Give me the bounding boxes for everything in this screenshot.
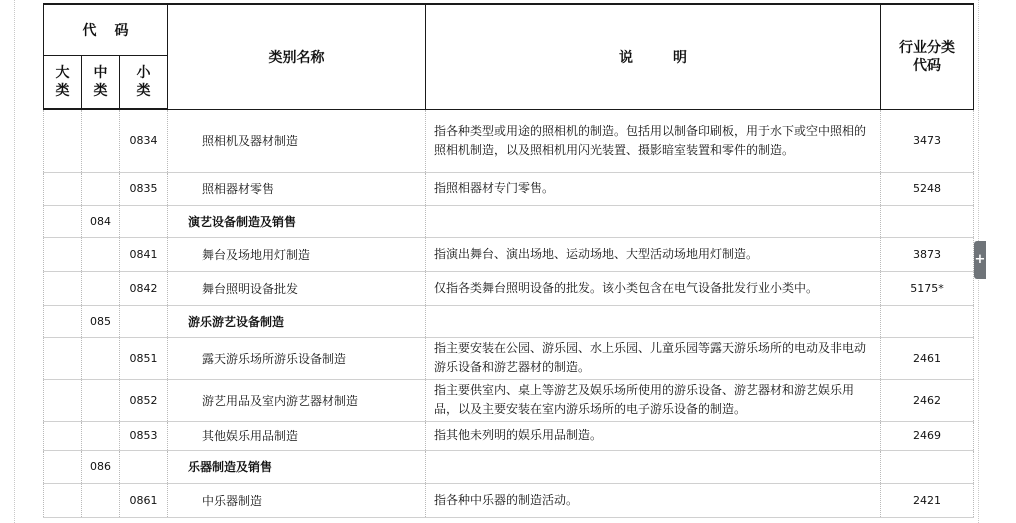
major-code-cell	[44, 172, 82, 205]
table-row	[44, 109, 974, 172]
industry-code-cell: 5248	[881, 172, 974, 205]
minor-code-cell: 0852	[120, 379, 168, 421]
minor-code-cell: 0834	[120, 109, 168, 172]
description-cell: 指其他未列明的娱乐用品制造。	[426, 421, 881, 450]
major-code-cell	[44, 421, 82, 450]
description-cell: 指各种中乐器的制造活动。	[426, 483, 881, 517]
medium-code-cell	[82, 337, 120, 379]
description-cell: 指演出舞台、演出场地、运动场地、大型活动场地用灯制造。	[426, 237, 881, 271]
minor-code-cell	[120, 450, 168, 483]
industry-code-cell	[881, 205, 974, 237]
header-description: 说明	[426, 4, 881, 109]
medium-code-cell	[82, 483, 120, 517]
medium-code-cell	[82, 172, 120, 205]
header-medium: 中类	[82, 55, 120, 109]
minor-code-cell	[120, 305, 168, 337]
left-margin	[0, 0, 15, 523]
minor-code-cell: 0853	[120, 421, 168, 450]
major-code-cell	[44, 305, 82, 337]
medium-code-cell	[82, 379, 120, 421]
minor-code-cell: 0841	[120, 237, 168, 271]
table-row	[44, 237, 974, 271]
minor-code-cell: 0861	[120, 483, 168, 517]
minor-code-cell: 0842	[120, 271, 168, 305]
major-code-cell	[44, 271, 82, 305]
industry-code-cell: 5175*	[881, 271, 974, 305]
category-name-cell: 游乐游艺设备制造	[168, 305, 426, 337]
table-row	[44, 172, 974, 205]
table-row	[44, 205, 974, 237]
plus-icon: +	[974, 252, 986, 267]
category-name-cell: 中乐器制造	[168, 483, 426, 517]
header-industry-code: 行业分类代码	[881, 4, 974, 109]
medium-code-cell	[82, 271, 120, 305]
description-cell: 指照相器材专门零售。	[426, 172, 881, 205]
header-minor: 小类	[120, 55, 168, 109]
description-cell: 指各种类型或用途的照相机的制造。包括用以制备印刷板，用于水下或空中照相的照相机制造，以及照相机用闪光装置、摄影暗室装置和零件的制造。	[426, 109, 881, 172]
category-name-cell: 舞台照明设备批发	[168, 271, 426, 305]
medium-code-cell	[82, 237, 120, 271]
classification-table	[43, 3, 974, 518]
minor-code-cell: 0851	[120, 337, 168, 379]
category-name-cell: 照相机及器材制造	[168, 109, 426, 172]
description-cell	[426, 450, 881, 483]
medium-code-cell: 085	[82, 305, 120, 337]
table-row	[44, 379, 974, 421]
major-code-cell	[44, 337, 82, 379]
table-row	[44, 305, 974, 337]
header-code-group: 代码	[44, 4, 168, 55]
medium-code-cell: 084	[82, 205, 120, 237]
industry-code-cell: 2421	[881, 483, 974, 517]
category-name-cell: 舞台及场地用灯制造	[168, 237, 426, 271]
table-row	[44, 421, 974, 450]
minor-code-cell	[120, 205, 168, 237]
major-code-cell	[44, 379, 82, 421]
category-name-cell: 乐器制造及销售	[168, 450, 426, 483]
major-code-cell	[44, 483, 82, 517]
medium-code-cell	[82, 109, 120, 172]
medium-code-cell: 086	[82, 450, 120, 483]
header-category-name: 类别名称	[168, 4, 426, 109]
category-name-cell: 演艺设备制造及销售	[168, 205, 426, 237]
description-cell	[426, 205, 881, 237]
expand-panel-button[interactable]	[974, 241, 986, 279]
header-row-1	[44, 4, 974, 55]
major-code-cell	[44, 450, 82, 483]
description-cell	[426, 305, 881, 337]
category-name-cell: 照相器材零售	[168, 172, 426, 205]
category-name-cell: 露天游乐场所游乐设备制造	[168, 337, 426, 379]
header-major: 大类	[44, 55, 82, 109]
major-code-cell	[44, 205, 82, 237]
major-code-cell	[44, 109, 82, 172]
description-cell: 仅指各类舞台照明设备的批发。该小类包含在电气设备批发行业小类中。	[426, 271, 881, 305]
table-row	[44, 483, 974, 517]
industry-code-cell: 2462	[881, 379, 974, 421]
industry-code-cell: 2469	[881, 421, 974, 450]
industry-code-cell	[881, 450, 974, 483]
industry-code-cell	[881, 305, 974, 337]
category-name-cell: 其他娱乐用品制造	[168, 421, 426, 450]
industry-code-cell: 3473	[881, 109, 974, 172]
major-code-cell	[44, 237, 82, 271]
table-row	[44, 271, 974, 305]
table-row	[44, 337, 974, 379]
category-name-cell: 游艺用品及室内游艺器材制造	[168, 379, 426, 421]
medium-code-cell	[82, 421, 120, 450]
industry-code-cell: 3873	[881, 237, 974, 271]
description-cell: 指主要安装在公园、游乐园、水上乐园、儿童乐园等露天游乐场所的电动及非电动游乐设备和游艺器材的制造。	[426, 337, 881, 379]
industry-code-cell: 2461	[881, 337, 974, 379]
minor-code-cell: 0835	[120, 172, 168, 205]
table-row	[44, 450, 974, 483]
description-cell: 指主要供室内、桌上等游艺及娱乐场所使用的游乐设备、游艺器材和游艺娱乐用品，以及主要安装在室内游乐场所的电子游乐设备的制造。	[426, 379, 881, 421]
